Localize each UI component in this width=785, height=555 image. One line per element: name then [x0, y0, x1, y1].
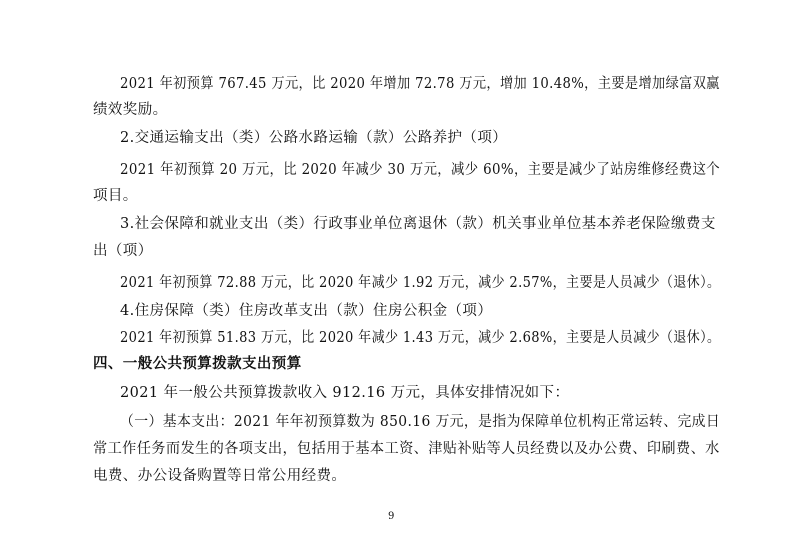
paragraph-line: （一）基本支出：2021 年年初预算数为 850.16 万元，是指为保障单位机构正常运转、完成日 — [120, 414, 721, 430]
subheading-4: 4.住房保障（类）住房改革支出（款）住房公积金（项） — [120, 303, 493, 319]
paragraph-line: 电费、办公设备购置等日常公用经费。 — [93, 468, 347, 484]
paragraph-line: 2021 年初预算 51.83 万元，比 2020 年减少 1.43 万元，减少 2.68%，主要是人员减少（退休）。 — [120, 330, 721, 346]
paragraph-line: 2021 年初预算 72.88 万元，比 2020 年减少 1.92 万元，减少 2.57%，主要是人员减少（退休）。 — [120, 275, 721, 291]
subheading-3-continued: 出（项） — [93, 243, 153, 259]
subheading-2: 2.交通运输支出（类）公路水路运输（款）公路养护（项） — [120, 130, 508, 146]
paragraph-line: 2021 年初预算 20 万元，比 2020 年减少 30 万元，减少 60%，主要是减少了站房维修经费这个 — [120, 162, 720, 178]
paragraph-line: 绩效奖励。 — [93, 102, 168, 118]
page-number: 9 — [388, 511, 395, 522]
subheading-3: 3.社会保障和就业支出（类）行政事业单位离退休（款）机关事业单位基本养老保险缴费支 — [120, 216, 716, 232]
paragraph-line: 项目。 — [93, 188, 138, 204]
section-heading: 四、一般公共预算拨款支出预算 — [93, 355, 302, 372]
paragraph-line: 2021 年初预算 767.45 万元，比 2020 年增加 72.78 万元，增加 10.48%，主要是增加绿富双赢 — [120, 76, 720, 92]
paragraph-line: 常工作任务而发生的各项支出，包括用于基本工资、津贴补贴等人员经费以及办公费、印刷费、水 — [93, 441, 720, 457]
paragraph-line: 2021 年一般公共预算拨款收入 912.16 万元，具体安排情况如下： — [120, 385, 570, 401]
